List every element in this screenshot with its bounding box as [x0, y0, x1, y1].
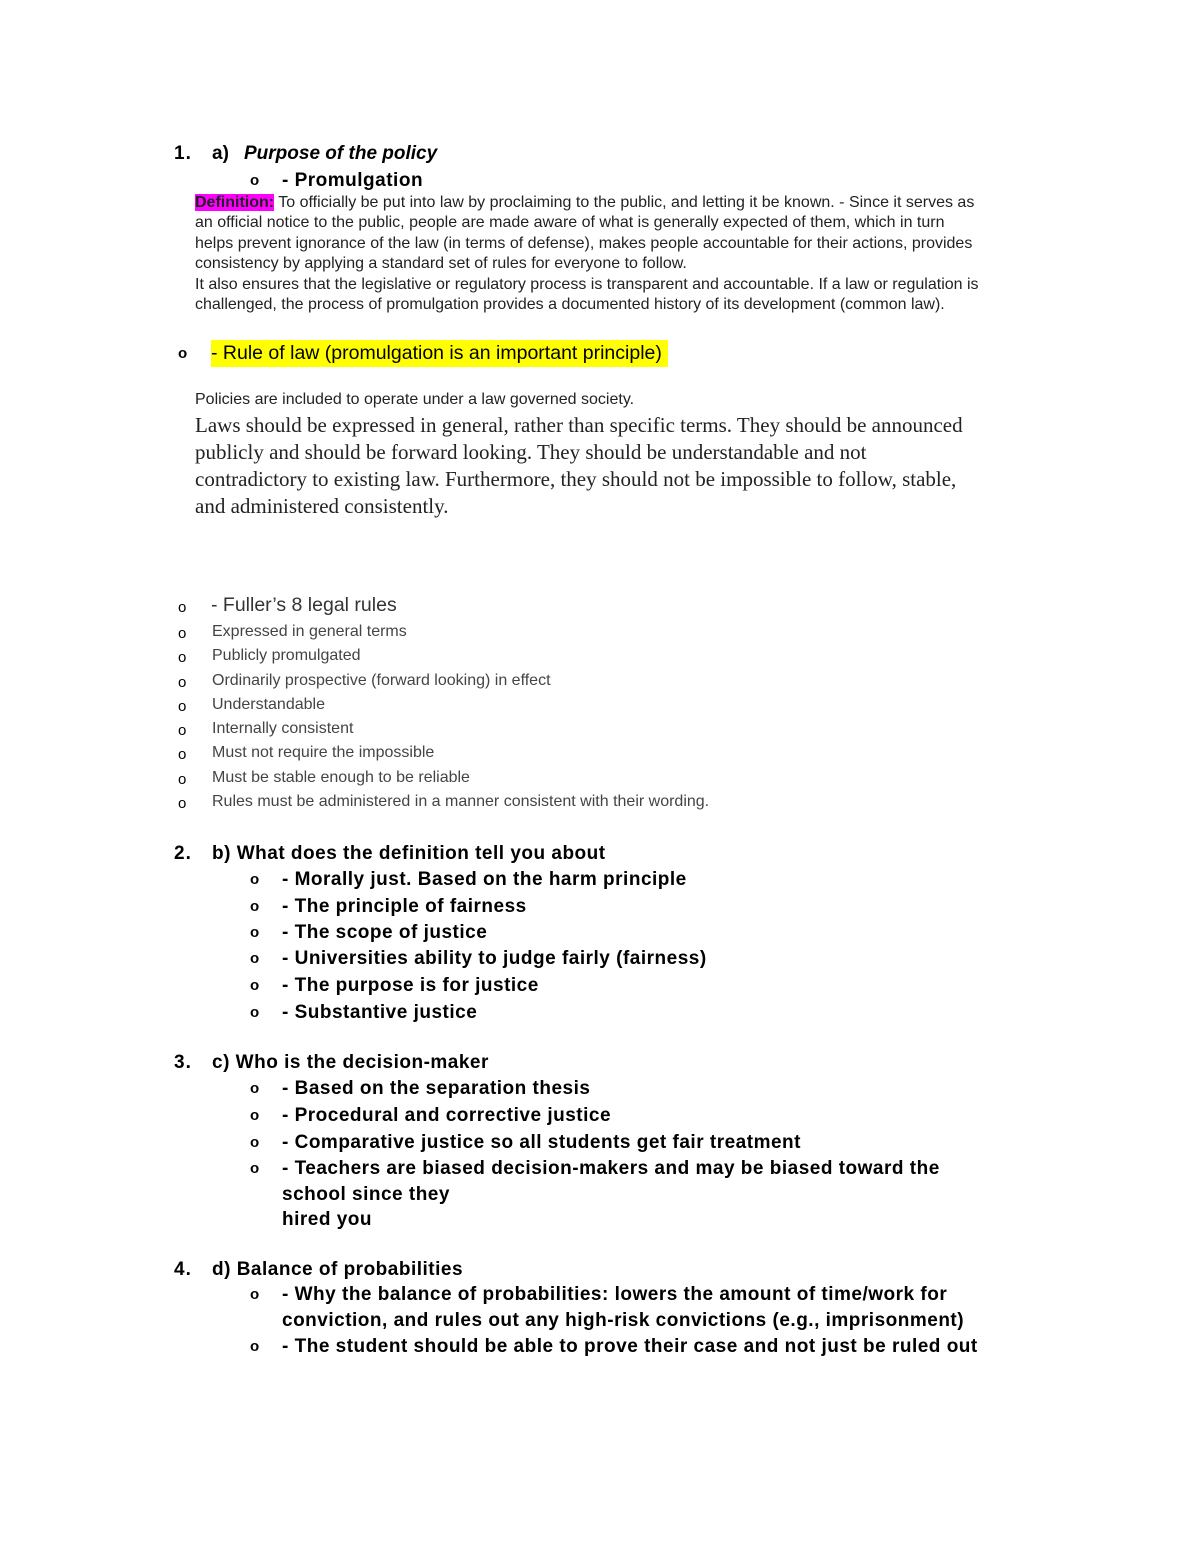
bullet-icon: o: [250, 1338, 260, 1355]
list-item: - Why the balance of probabilities: lowers the amount of time/work for: [282, 1284, 948, 1305]
list-item: - The principle of fairness: [282, 896, 527, 917]
list-item: Expressed in general terms: [212, 623, 407, 640]
bullet-icon: o: [250, 172, 260, 189]
list-item: Publicly promulgated: [212, 647, 361, 664]
list-item-continuation: conviction, and rules out any high-risk convictions (e.g., imprisonment): [282, 1310, 965, 1331]
list-item: - The purpose is for justice: [282, 975, 539, 996]
list-item: Must not require the impossible: [212, 744, 435, 761]
bullet-icon: o: [250, 1004, 260, 1021]
q2-number: 2.: [174, 843, 192, 864]
bullet-icon: o: [250, 950, 260, 967]
list-item: Must be stable enough to be reliable: [212, 769, 470, 786]
definition-paragraph: Definition: To officially be put into law by proclaiming to the public, and letting it be known. - Since it serves as an official notice to the public, people are made aware of what is generally expected of them, which in turn helps prevent ignorance of the law (in terms of defense), makes people accountable for their actions, provides consistency by applying a standard set of rules for everyone to follow. It also ensures that the legislative or regulatory process is transparent and accountable. If a law or regulation is challenged, the process of promulgation provides a documented history of its development (common law).: [195, 194, 979, 314]
list-item: - Universities ability to judge fairly (fairness): [282, 948, 707, 969]
list-item: - The scope of justice: [282, 922, 488, 943]
q1-letter: a): [212, 143, 229, 164]
definition-label: Definition:: [195, 194, 275, 211]
list-item: Ordinarily prospective (forward looking) in effect: [212, 672, 551, 689]
policies-line: Policies are included to operate under a law governed society.: [195, 391, 635, 408]
bullet-icon: o: [250, 1286, 260, 1303]
q1-number: 1.: [174, 143, 192, 164]
bullet-icon: o: [250, 1134, 260, 1151]
q3-number: 3.: [174, 1052, 192, 1073]
q4-title: d) Balance of probabilities: [212, 1259, 464, 1280]
bullet-icon: o: [178, 771, 187, 788]
rule-of-law-heading: - Rule of law (promulgation is an important principle): [211, 340, 668, 367]
bullet-icon: o: [250, 898, 260, 915]
list-item: Internally consistent: [212, 720, 354, 737]
bullet-icon: o: [250, 1107, 260, 1124]
q3-title: c) Who is the decision-maker: [212, 1052, 489, 1073]
list-item-continuation: school since they: [282, 1184, 450, 1205]
laws-paragraph: Laws should be expressed in general, rather than specific terms. They should be announced publicly and should be forward looking. They should be understandable and not contradictory to existing law. Furthermore, they should not be impossible to follow, stable, and administered consistently.: [195, 413, 963, 518]
list-item: Understandable: [212, 696, 325, 713]
q1-title: Purpose of the policy: [244, 143, 438, 164]
bullet-icon: o: [178, 625, 187, 642]
list-item: - Based on the separation thesis: [282, 1078, 591, 1099]
bullet-icon: o: [178, 722, 187, 739]
bullet-icon: o: [178, 795, 187, 812]
bullet-icon: o: [250, 1080, 260, 1097]
bullet-icon: o: [250, 871, 260, 888]
bullet-icon: o: [250, 977, 260, 994]
bullet-icon: o: [178, 649, 187, 666]
list-item: - Morally just. Based on the harm principle: [282, 869, 687, 890]
list-item-continuation: hired you: [282, 1209, 373, 1230]
list-item: - The student should be able to prove their case and not just be ruled out: [282, 1336, 978, 1357]
q4-number: 4.: [174, 1259, 192, 1280]
bullet-icon: o: [178, 345, 188, 362]
bullet-icon: o: [178, 746, 187, 763]
list-item: Rules must be administered in a manner consistent with their wording.: [212, 793, 710, 810]
promulgation-heading: - Promulgation: [282, 170, 424, 191]
bullet-icon: o: [250, 1160, 260, 1177]
bullet-icon: o: [250, 924, 260, 941]
bullet-icon: o: [178, 674, 187, 691]
list-item: - Comparative justice so all students get fair treatment: [282, 1132, 801, 1153]
list-item: - Procedural and corrective justice: [282, 1105, 612, 1126]
list-item: - Teachers are biased decision-makers and may be biased toward the: [282, 1158, 940, 1179]
list-item: - Substantive justice: [282, 1002, 478, 1023]
fuller-heading: - Fuller’s 8 legal rules: [211, 594, 397, 616]
bullet-icon: o: [178, 698, 187, 715]
bullet-icon: o: [178, 599, 187, 616]
q2-title: b) What does the definition tell you about: [212, 843, 606, 864]
